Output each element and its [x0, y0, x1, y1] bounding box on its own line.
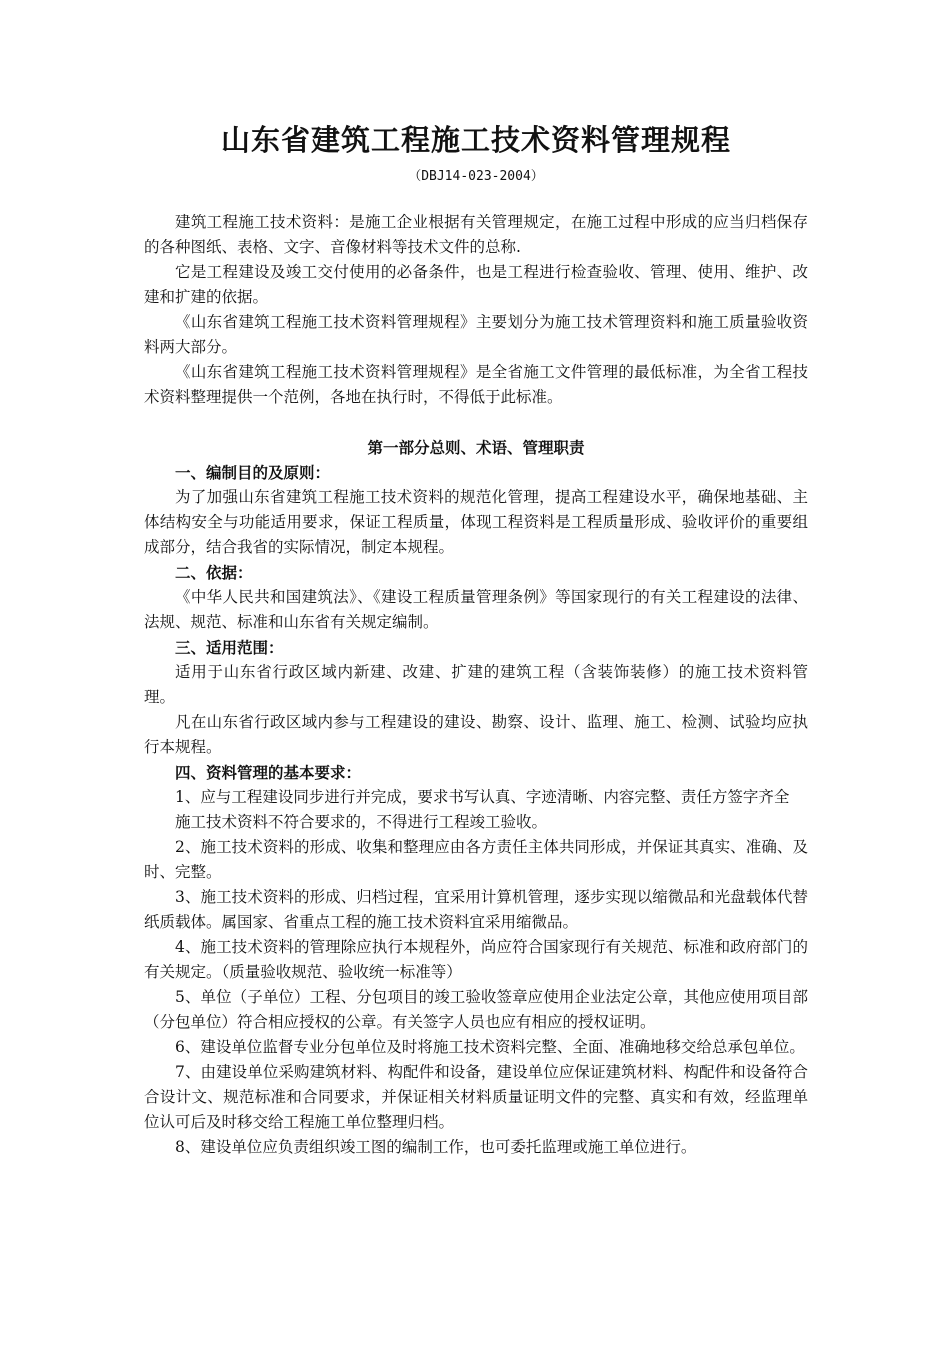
requirement-item: 8、建设单位应负责组织竣工图的编制工作，也可委托监理或施工单位进行。 [175, 1138, 697, 1156]
document-title: 山东省建筑工程施工技术资料管理规程 [220, 123, 731, 157]
requirement-item: 1、应与工程建设同步进行并完成，要求书写认真、字迹清晰、内容完整、责任方签字齐全 [175, 788, 790, 806]
section-heading-basis: 二、依据： [175, 563, 253, 582]
section-heading-requirements: 四、资料管理的基本要求： [175, 763, 362, 782]
section-heading-scope: 三、适用范围： [175, 638, 284, 657]
requirement-item: 6、建设单位监督专业分包单位及时将施工技术资料完整、全面、准确地移交给总承包单位。 [175, 1038, 805, 1056]
intro-section [144, 210, 808, 410]
requirement-item: 4、施工技术资料的管理除应执行本规程外，尚应符合国家现行有关规范、标准和政府部门的有关规定。（质量验收规范、验收统一标准等） [144, 938, 808, 981]
requirement-item: 5、单位（子单位）工程、分包项目的竣工验收签章应使用企业法定公章，其他应使用项目部（分包单位）符合相应授权的公章。有关签字人员也应有相应的授权证明。 [144, 988, 808, 1031]
requirement-item: 7、由建设单位采购建筑材料、构配件和设备，建设单位应保证建筑材料、构配件和设备符合合设计文、规范标准和合同要求，并保证相关材料质量证明文件的完整、真实和有效，经监理单位认可后及时移交给工程施工单位整理归档。 [144, 1063, 808, 1131]
document-page [144, 118, 808, 1160]
intro-paragraph: 它是工程建设及竣工交付使用的必备条件，也是工程进行检查验收、管理、使用、维护、改建和扩建的依据。 [144, 263, 808, 306]
intro-paragraph: 《山东省建筑工程施工技术资料管理规程》是全省施工文件管理的最低标准，为全省工程技术资料整理提供一个范例，各地在执行时，不得低于此标准。 [144, 363, 808, 406]
requirement-item: 施工技术资料不符合要求的，不得进行工程竣工验收。 [175, 813, 548, 831]
intro-paragraph: 《山东省建筑工程施工技术资料管理规程》主要划分为施工技术管理资料和施工质量验收资料两大部分。 [144, 313, 808, 356]
part-heading: 第一部分总则、术语、管理职责 [367, 438, 585, 457]
section-paragraph: 凡在山东省行政区域内参与工程建设的建设、勘察、设计、监理、施工、检测、试验均应执行本规程。 [144, 713, 808, 756]
section-paragraph: 《中华人民共和国建筑法》、《建设工程质量管理条例》等国家现行的有关工程建设的法律、法规、规范、标准和山东省有关规定编制。 [144, 588, 808, 631]
section-paragraph: 为了加强山东省建筑工程施工技术资料的规范化管理，提高工程建设水平，确保地基础、主体结构安全与功能适用要求，保证工程质量，体现工程资料是工程质量形成、验收评价的重要组成部分，结合我省的实际情况，制定本规程。 [144, 488, 808, 556]
requirement-item: 3、施工技术资料的形成、归档过程，宜采用计算机管理，逐步实现以缩微品和光盘载体代替纸质载体。属国家、省重点工程的施工技术资料宜采用缩微品。 [144, 888, 808, 931]
section-heading-purpose: 一、编制目的及原则： [175, 463, 331, 482]
requirement-item: 2、施工技术资料的形成、收集和整理应由各方责任主体共同形成，并保证其真实、准确、及时、完整。 [144, 838, 808, 881]
intro-paragraph: 建筑工程施工技术资料：是施工企业根据有关管理规定，在施工过程中形成的应当归档保存的各种图纸、表格、文字、音像材料等技术文件的总称. [144, 213, 808, 256]
document-code: （DBJ14-023-2004） [408, 169, 544, 184]
section-paragraph: 适用于山东省行政区域内新建、改建、扩建的建筑工程（含装饰装修）的施工技术资料管理。 [144, 663, 808, 706]
